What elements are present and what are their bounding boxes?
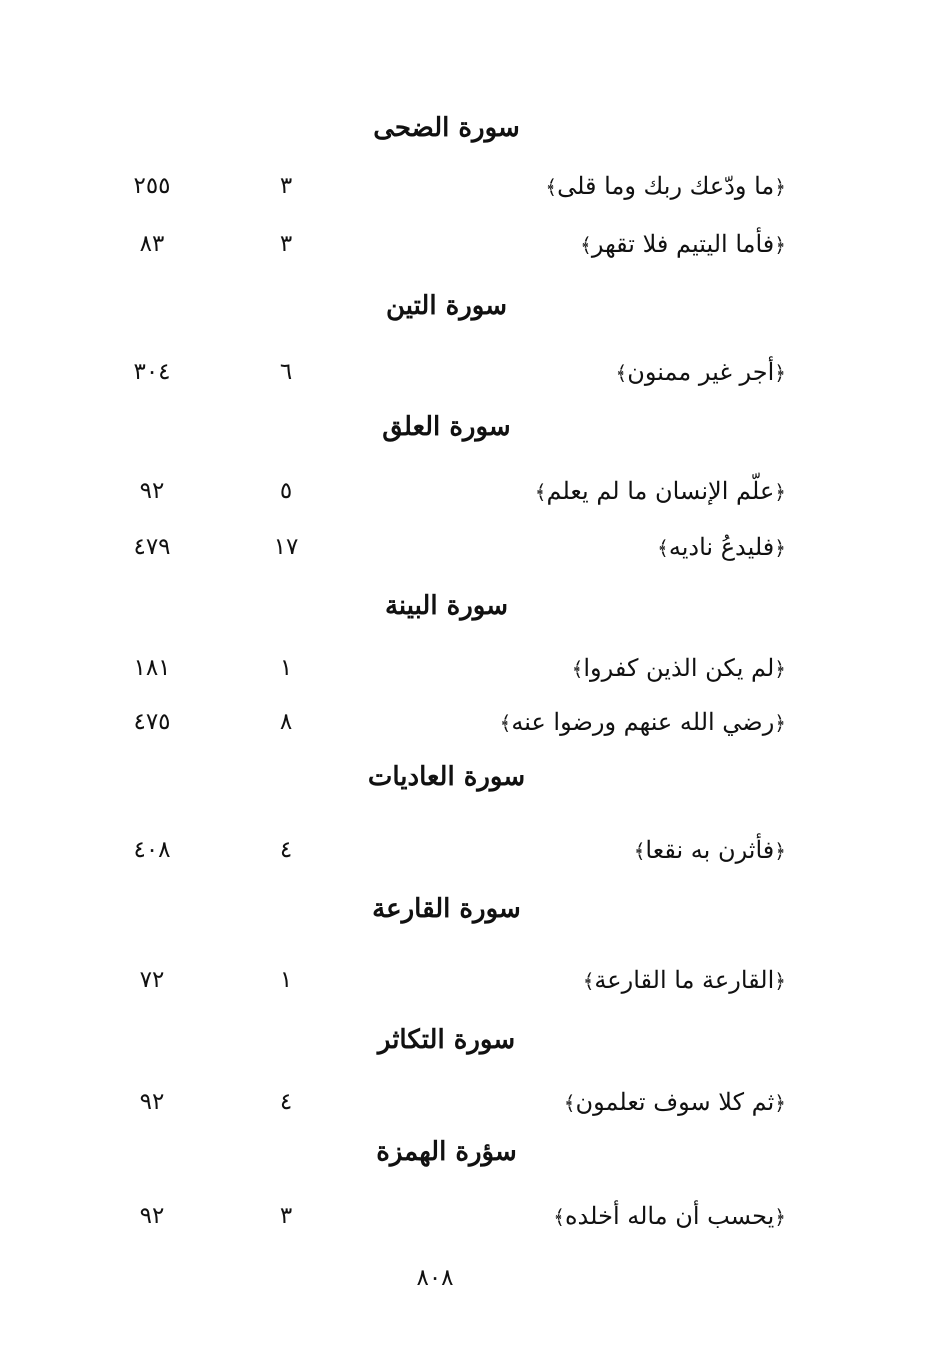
- close-bracket: ﴾: [615, 361, 628, 385]
- verse-text: ﴿علّم الإنسان ما لم يعلم﴾: [534, 477, 786, 505]
- verse-row: [0, 832, 946, 868]
- page-reference: ٩٢: [139, 1089, 165, 1115]
- page-number: ٨٠٨: [416, 1265, 454, 1291]
- surah-heading: سورة الضحى: [373, 113, 520, 143]
- ayah-number: ٣: [279, 1203, 293, 1229]
- close-bracket: ﴾: [582, 969, 595, 993]
- ayah-number: ٣: [279, 173, 293, 199]
- verse-row: [0, 962, 946, 998]
- ayah-number: ٤: [279, 837, 293, 863]
- open-bracket: ﴿: [774, 536, 786, 560]
- verse-text: ﴿ثم كلا سوف تعلمون﴾: [563, 1088, 786, 1116]
- verse-row: [0, 1198, 946, 1234]
- page-reference: ٣٠٤: [133, 359, 171, 385]
- ayah-number: ٨: [279, 709, 293, 735]
- surah-heading: سورة القارعة: [372, 894, 521, 924]
- open-bracket: ﴿: [774, 480, 786, 504]
- close-bracket: ﴾: [534, 480, 547, 504]
- page-reference: ٩٢: [139, 1203, 165, 1229]
- surah-heading: سورة التين: [385, 291, 508, 321]
- page-reference: ٩٢: [139, 478, 165, 504]
- ayah-number: ١: [279, 967, 293, 993]
- surah-heading: سؤرة الهمزة: [376, 1137, 517, 1167]
- open-bracket: ﴿: [774, 711, 786, 735]
- page-reference: ٤٠٨: [133, 837, 171, 863]
- verse-row: [0, 473, 946, 509]
- verse-text: ﴿لم يكن الذين كفروا﴾: [571, 654, 786, 682]
- verse-text: ﴿رضي الله عنهم ورضوا عنه﴾: [499, 708, 786, 736]
- verse-text: ﴿أجر غير ممنون﴾: [615, 358, 786, 386]
- open-bracket: ﴿: [774, 361, 786, 385]
- close-bracket: ﴾: [553, 1205, 565, 1229]
- page-reference: ٢٥٥: [133, 173, 171, 199]
- verse-text: ﴿فأثرن به نقعا﴾: [633, 836, 786, 864]
- open-bracket: ﴿: [774, 657, 786, 681]
- open-bracket: ﴿: [774, 233, 786, 257]
- ayah-number: ١٧: [273, 534, 299, 560]
- verse-row: [0, 1084, 946, 1120]
- open-bracket: ﴿: [774, 969, 786, 993]
- verse-row: [0, 354, 946, 390]
- verse-row: [0, 168, 946, 204]
- close-bracket: ﴾: [545, 175, 558, 199]
- verse-text: ﴿ما ودّعك ربك وما قلى﴾: [545, 172, 786, 200]
- surah-heading: سورة البينة: [384, 591, 509, 621]
- close-bracket: ﴾: [571, 657, 584, 681]
- ayah-number: ٣: [279, 231, 293, 257]
- close-bracket: ﴾: [580, 233, 592, 257]
- open-bracket: ﴿: [774, 1205, 786, 1229]
- ayah-number: ٥: [279, 478, 293, 504]
- verse-text: ﴿فليدعُ ناديه﴾: [657, 533, 786, 561]
- verse-row: [0, 704, 946, 740]
- ayah-number: ٤: [279, 1089, 293, 1115]
- verse-row: [0, 650, 946, 686]
- close-bracket: ﴾: [499, 711, 512, 735]
- ayah-number: ١: [279, 655, 293, 681]
- verse-row: [0, 529, 946, 565]
- page-reference: ٤٧٩: [133, 534, 171, 560]
- close-bracket: ﴾: [657, 536, 669, 560]
- close-bracket: ﴾: [633, 839, 646, 863]
- page-reference: ١٨١: [133, 655, 171, 681]
- close-bracket: ﴾: [563, 1091, 576, 1115]
- verse-row: [0, 226, 946, 262]
- open-bracket: ﴿: [774, 1091, 786, 1115]
- page-reference: ٧٢: [139, 967, 165, 993]
- open-bracket: ﴿: [774, 839, 786, 863]
- surah-heading: سورة العلق: [382, 412, 511, 442]
- page-reference: ٨٣: [139, 231, 165, 257]
- page-reference: ٤٧٥: [133, 709, 171, 735]
- verse-text: ﴿يحسب أن ماله أخلده﴾: [553, 1202, 786, 1230]
- verse-text: ﴿القارعة ما القارعة﴾: [582, 966, 786, 994]
- surah-heading: سورة العاديات: [367, 762, 526, 792]
- verse-text: ﴿فأما اليتيم فلا تقهر﴾: [580, 230, 786, 258]
- surah-heading: سورة التكاثر: [377, 1025, 516, 1055]
- ayah-number: ٦: [279, 359, 293, 385]
- open-bracket: ﴿: [774, 175, 786, 199]
